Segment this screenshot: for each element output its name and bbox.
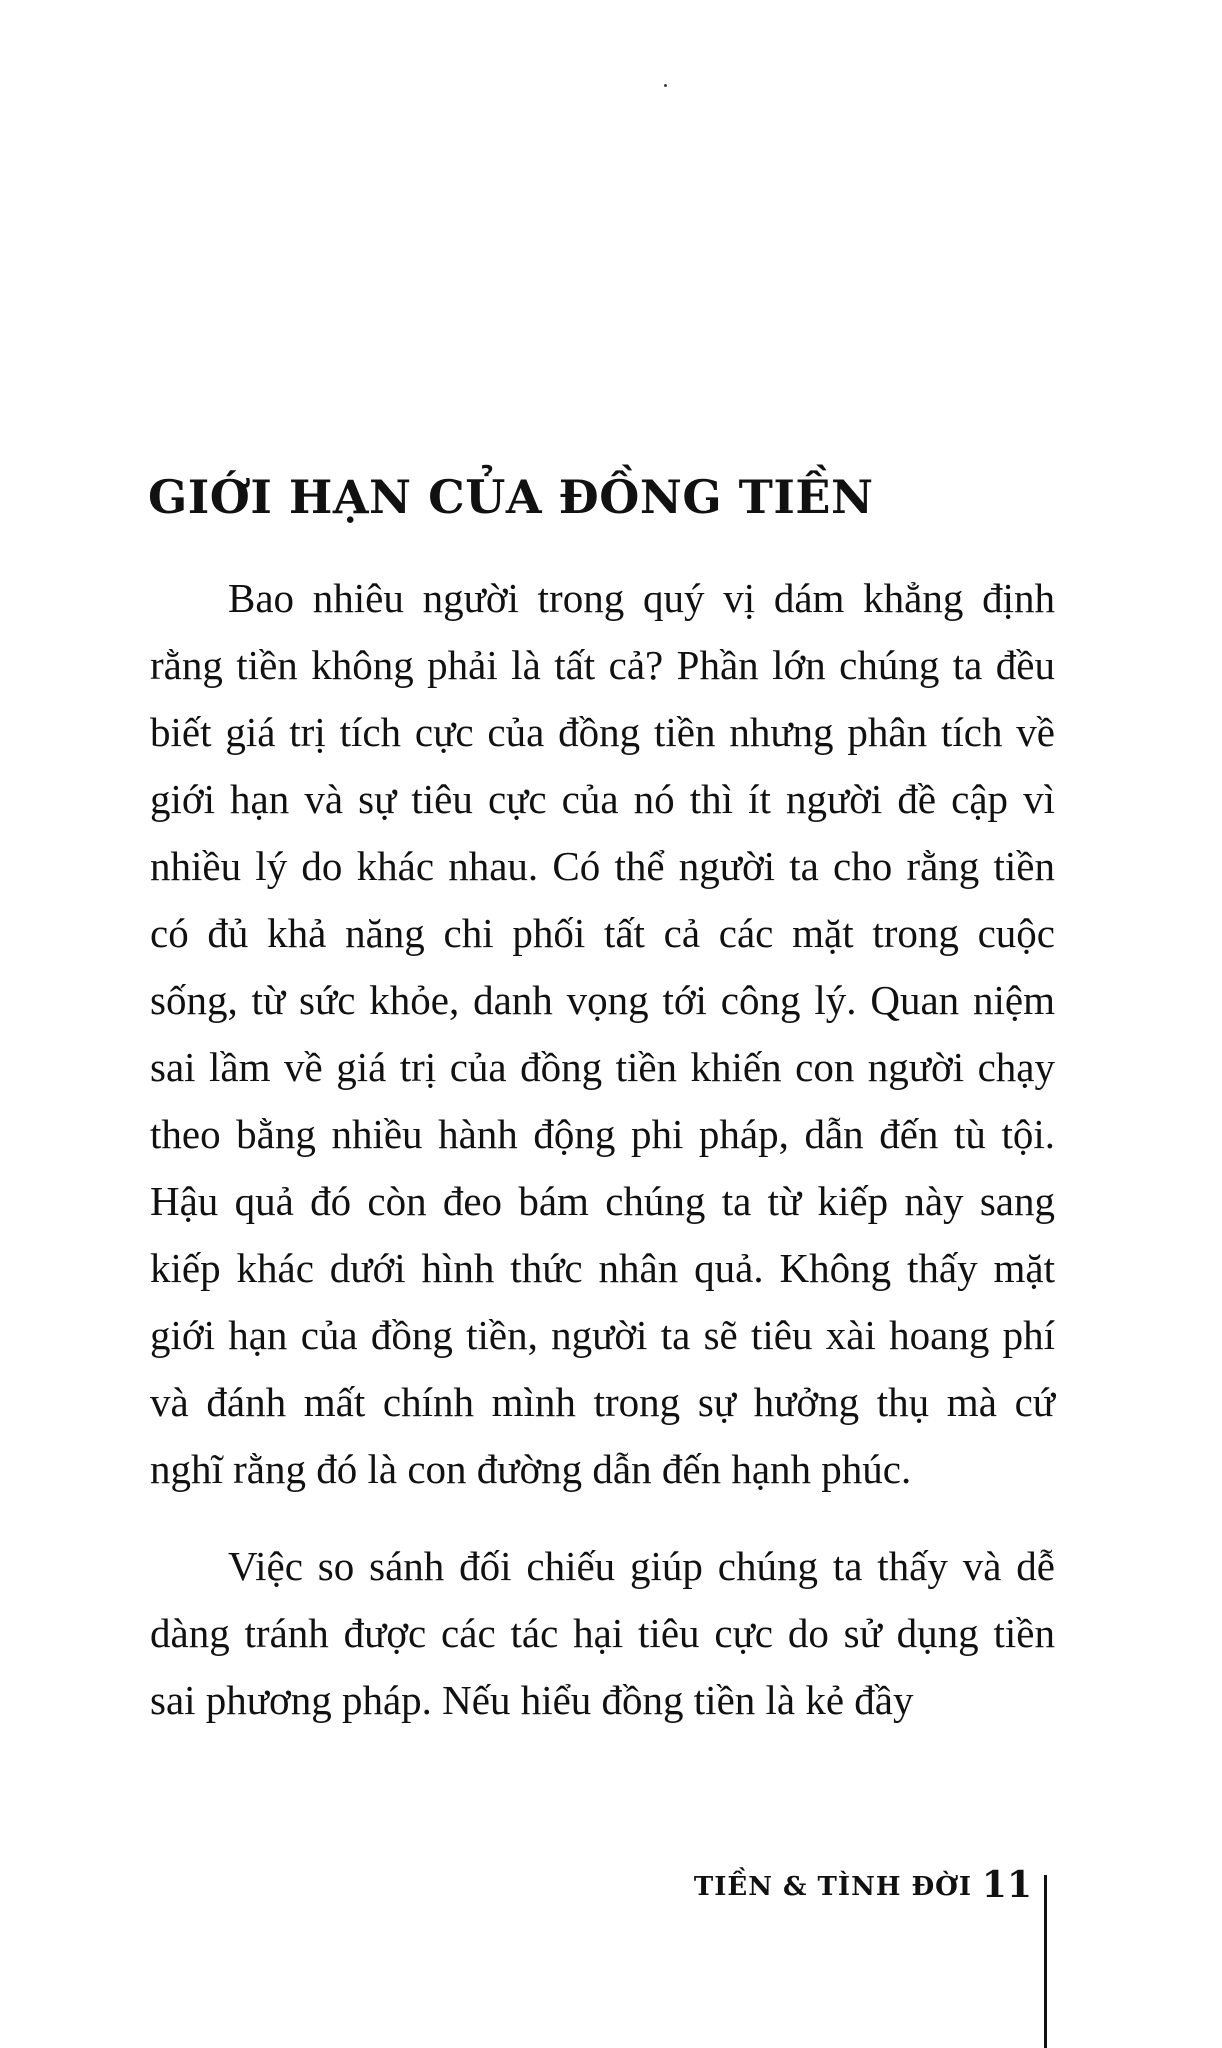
page-footer xyxy=(0,1862,1222,1912)
page-number: 11 xyxy=(981,1864,1032,1906)
paragraph-1: Bao nhiêu người trong quý vị dám khẳng định rằng tiền không phải là tất cả? Phần lớn chúng ta đều biết giá trị tích cực của đồng tiền nhưng phân tích về giới hạn và sự tiêu cực của nó thì ít người đề cập vì nhiều lý do khác nhau. Có thể người ta cho rằng tiền có đủ khả năng chi phối tất cả các mặt trong cuộc sống, từ sức khỏe, danh vọng tới công lý. Quan niệm sai lầm về giá trị của đồng tiền khiến con người chạy theo bằng nhiều hành động phi pháp, dẫn đến tù tội. Hậu quả đó còn đeo bám chúng ta từ kiếp này sang kiếp khác dưới hình thức nhân quả. Không thấy mặt giới hạn của đồng tiền, người ta sẽ tiêu xài hoang phí và đánh mất chính mình trong sự hưởng thụ mà cứ nghĩ rằng đó là con đường dẫn đến hạnh phúc. xyxy=(150,575,1055,1492)
paragraph-2: Việc so sánh đối chiếu giúp chúng ta thấy và dễ dàng tránh được các tác hại tiêu cực do sử dụng tiền sai phương pháp. Nếu hiểu đồng tiền là kẻ đầy xyxy=(150,1543,1055,1723)
chapter-title: GIỚI HẠN CỦA ĐỒNG TIỀN xyxy=(148,470,874,524)
running-title: TIỀN & TÌNH ĐỜI xyxy=(693,1872,972,1902)
body-text xyxy=(150,565,1055,1734)
paper-speck xyxy=(664,84,667,87)
footer-vertical-rule xyxy=(1044,1875,1047,2048)
